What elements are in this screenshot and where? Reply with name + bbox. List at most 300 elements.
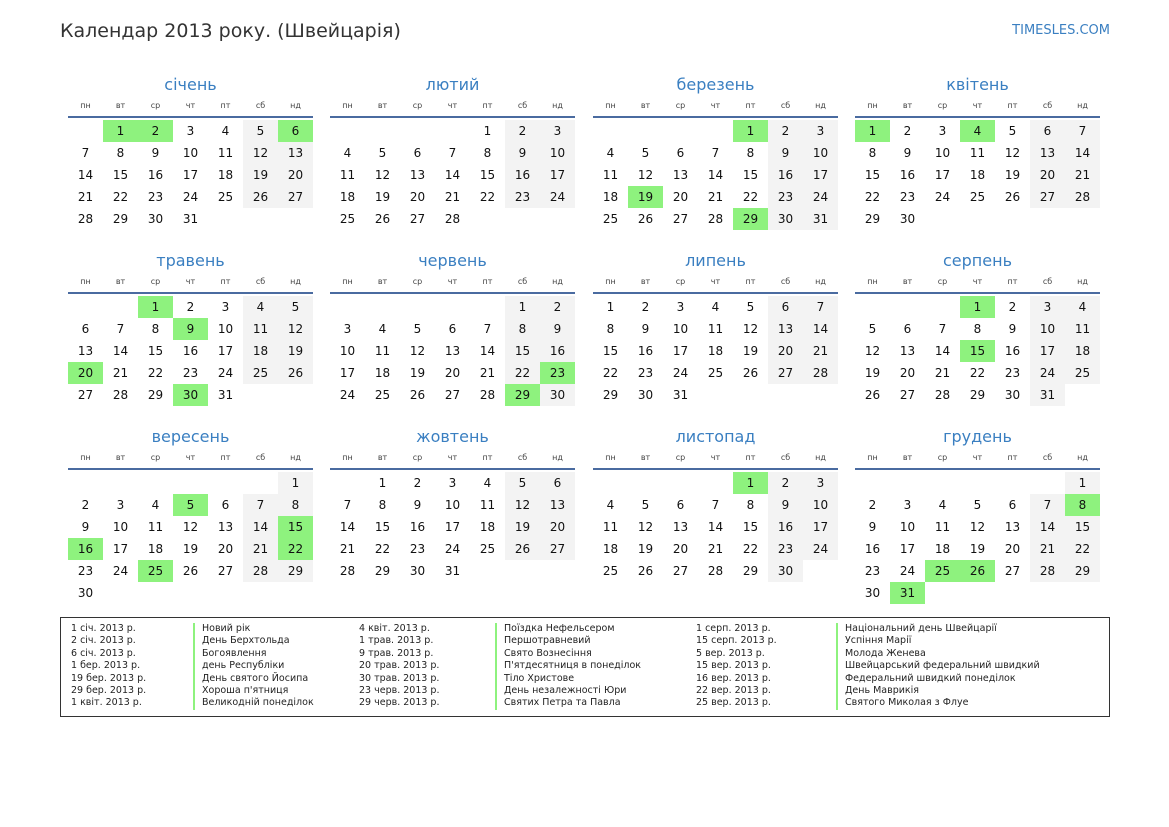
day-cell: 1 — [378, 476, 387, 490]
week-row — [68, 362, 313, 384]
week-row — [855, 538, 1100, 560]
holiday-name: Національний день Швейцарії — [845, 623, 997, 634]
month-name: лютий — [425, 75, 480, 94]
day-cell: 18 — [602, 542, 619, 556]
day-cell: 20 — [540, 516, 575, 538]
month-block — [68, 74, 313, 230]
weekday-label: ср — [675, 277, 686, 286]
empty-day-cell — [1065, 208, 1100, 230]
holiday-date: 1 бер. 2013 р. — [71, 660, 141, 672]
empty-day-cell — [330, 120, 365, 142]
day-cell: 30 — [173, 384, 208, 406]
weekday-label: вт — [115, 101, 126, 110]
week-row — [593, 340, 838, 362]
day-cell: 29 — [147, 388, 164, 402]
day-cell: 26 — [278, 362, 313, 384]
weekday-label: чт — [447, 453, 458, 462]
day-cell: 7 — [711, 146, 720, 160]
day-cell: 17 — [803, 516, 838, 538]
day-cell: 16 — [409, 520, 426, 534]
day-cell: 23 — [637, 366, 654, 380]
empty-day-cell — [103, 472, 138, 494]
empty-day-cell — [698, 120, 733, 142]
weekday-label: пт — [1007, 277, 1018, 286]
day-cell: 11 — [147, 520, 164, 534]
empty-day-cell — [925, 296, 960, 318]
site-link[interactable]: TIMESLES.COM — [1012, 23, 1110, 38]
empty-day-cell — [505, 560, 540, 582]
day-cell: 23 — [768, 538, 803, 560]
holiday-name: Тіло Христове — [504, 672, 575, 684]
day-cell: 26 — [505, 538, 540, 560]
week-row — [330, 538, 575, 560]
day-cell: 5 — [973, 498, 982, 512]
empty-day-cell — [995, 472, 1030, 494]
empty-day-cell — [365, 120, 400, 142]
day-cell: 18 — [479, 520, 496, 534]
day-cell: 10 — [339, 344, 356, 358]
day-cell: 1 — [138, 296, 173, 318]
day-cell: 22 — [505, 362, 540, 384]
day-cell: 29 — [278, 560, 313, 582]
day-cell: 5 — [1008, 124, 1017, 138]
day-cell: 11 — [217, 146, 234, 160]
day-cell: 6 — [81, 322, 90, 336]
weekday-label: вт — [640, 277, 651, 286]
day-cell: 26 — [864, 388, 881, 402]
week-row — [593, 362, 838, 384]
day-cell: 26 — [1004, 190, 1021, 204]
day-cell: 18 — [243, 340, 278, 362]
day-cell: 23 — [768, 186, 803, 208]
week-row — [68, 340, 313, 362]
month-block — [330, 426, 575, 582]
week-row — [330, 120, 575, 142]
empty-day-cell — [1065, 582, 1100, 604]
day-cell: 8 — [378, 498, 387, 512]
day-cell: 27 — [1030, 186, 1065, 208]
month-name: серпень — [943, 251, 1012, 270]
weekday-label: сб — [780, 277, 791, 286]
day-cell: 6 — [278, 120, 313, 142]
weekday-label: вт — [902, 101, 913, 110]
day-cell: 17 — [672, 344, 689, 358]
day-cell: 9 — [903, 146, 912, 160]
day-cell: 7 — [343, 498, 352, 512]
day-cell: 15 — [960, 340, 995, 362]
day-cell: 6 — [1008, 498, 1017, 512]
day-cell: 24 — [1030, 362, 1065, 384]
day-cell: 1 — [606, 300, 615, 314]
week-row — [68, 318, 313, 340]
holiday-name-column — [836, 623, 1040, 710]
weekday-label: чт — [185, 453, 196, 462]
weekday-header — [330, 451, 575, 465]
empty-day-cell — [208, 208, 243, 230]
holiday-name: Успіння Марії — [845, 635, 912, 647]
empty-day-cell — [663, 472, 698, 494]
day-cell: 24 — [182, 190, 199, 204]
day-cell: 8 — [116, 146, 125, 160]
week-row — [593, 186, 838, 208]
month-block — [855, 74, 1100, 230]
week-row — [68, 120, 313, 142]
empty-day-cell — [173, 472, 208, 494]
day-cell: 11 — [707, 322, 724, 336]
day-cell: 10 — [672, 322, 689, 336]
holiday-date: 5 вер. 2013 р. — [696, 647, 765, 659]
day-cell: 9 — [173, 318, 208, 340]
day-cell: 21 — [77, 190, 94, 204]
holiday-name: Богоявлення — [202, 647, 267, 659]
day-cell: 19 — [637, 542, 654, 556]
weekday-label: пт — [220, 101, 231, 110]
day-cell: 31 — [890, 582, 925, 604]
weekday-header — [593, 275, 838, 289]
empty-day-cell — [593, 472, 628, 494]
holiday-date: 4 квіт. 2013 р. — [359, 623, 430, 634]
day-cell: 5 — [746, 300, 755, 314]
day-cell: 26 — [374, 212, 391, 226]
day-cell: 10 — [217, 322, 234, 336]
empty-day-cell — [68, 472, 103, 494]
day-cell: 21 — [707, 542, 724, 556]
day-cell: 4 — [960, 120, 995, 142]
weekday-header — [68, 451, 313, 465]
week-row — [855, 384, 1100, 406]
empty-day-cell — [925, 582, 960, 604]
day-cell: 3 — [221, 300, 230, 314]
week-row — [855, 362, 1100, 384]
holiday-name: Святого Миколая з Флуе — [845, 697, 969, 709]
day-cell: 11 — [339, 168, 356, 182]
day-cell: 25 — [602, 564, 619, 578]
day-cell: 3 — [448, 476, 457, 490]
empty-day-cell — [890, 296, 925, 318]
empty-day-cell — [803, 384, 838, 406]
holiday-date: 25 вер. 2013 р. — [696, 697, 771, 709]
day-cell: 2 — [868, 498, 877, 512]
day-cell: 26 — [182, 564, 199, 578]
day-cell: 12 — [742, 322, 759, 336]
weekday-label: вт — [115, 453, 126, 462]
week-row — [593, 516, 838, 538]
day-cell: 22 — [864, 190, 881, 204]
day-cell: 22 — [278, 538, 313, 560]
empty-day-cell — [400, 120, 435, 142]
day-cell: 26 — [409, 388, 426, 402]
month-name: травень — [156, 251, 225, 270]
day-cell: 28 — [479, 388, 496, 402]
day-cell: 28 — [934, 388, 951, 402]
empty-day-cell — [505, 208, 540, 230]
weekday-label: пн — [80, 453, 91, 462]
day-cell: 12 — [182, 520, 199, 534]
day-cell: 6 — [903, 322, 912, 336]
weekday-label: вт — [640, 101, 651, 110]
weekday-label: пт — [482, 277, 493, 286]
empty-day-cell — [995, 582, 1030, 604]
empty-day-cell — [1065, 384, 1100, 406]
month-block — [593, 74, 838, 230]
day-cell: 26 — [960, 560, 995, 582]
month-rule — [855, 468, 1100, 470]
day-cell: 2 — [505, 120, 540, 142]
day-cell: 13 — [899, 344, 916, 358]
day-cell: 17 — [899, 542, 916, 556]
day-cell: 27 — [540, 538, 575, 560]
day-cell: 15 — [479, 168, 496, 182]
weekday-label: нд — [815, 453, 826, 462]
day-cell: 12 — [969, 520, 986, 534]
day-cell: 9 — [540, 318, 575, 340]
empty-day-cell — [1030, 208, 1065, 230]
day-cell: 24 — [803, 186, 838, 208]
day-cell: 1 — [1065, 472, 1100, 494]
week-row — [593, 494, 838, 516]
day-cell: 6 — [413, 146, 422, 160]
day-cell: 22 — [742, 542, 759, 556]
weekday-label: пн — [605, 101, 616, 110]
week-row — [330, 494, 575, 516]
week-row — [855, 340, 1100, 362]
week-row — [68, 186, 313, 208]
day-cell: 15 — [374, 520, 391, 534]
day-cell: 24 — [112, 564, 129, 578]
day-cell: 13 — [768, 318, 803, 340]
day-cell: 25 — [374, 388, 391, 402]
day-cell: 14 — [707, 520, 724, 534]
day-cell: 5 — [173, 494, 208, 516]
week-row — [68, 296, 313, 318]
weekday-label: пт — [220, 277, 231, 286]
day-cell: 8 — [868, 146, 877, 160]
holiday-name-column — [495, 623, 641, 710]
day-cell: 4 — [243, 296, 278, 318]
day-cell: 1 — [103, 120, 138, 142]
day-cell: 27 — [77, 388, 94, 402]
day-cell: 2 — [768, 120, 803, 142]
month-name: червень — [418, 251, 487, 270]
day-cell: 5 — [641, 498, 650, 512]
day-cell: 24 — [672, 366, 689, 380]
month-rule — [855, 116, 1100, 118]
day-cell: 15 — [864, 168, 881, 182]
day-cell: 28 — [243, 560, 278, 582]
week-row — [593, 318, 838, 340]
week-row — [68, 142, 313, 164]
day-cell: 1 — [483, 124, 492, 138]
day-cell: 4 — [343, 146, 352, 160]
weekday-label: ср — [150, 277, 161, 286]
weekday-label: нд — [552, 277, 563, 286]
weekday-label: сб — [1042, 101, 1053, 110]
weekday-label: нд — [290, 453, 301, 462]
day-cell: 10 — [803, 142, 838, 164]
empty-day-cell — [243, 208, 278, 230]
day-cell: 6 — [221, 498, 230, 512]
day-cell: 28 — [444, 212, 461, 226]
day-cell: 25 — [217, 190, 234, 204]
day-cell: 14 — [1030, 516, 1065, 538]
day-cell: 27 — [278, 186, 313, 208]
day-cell: 14 — [479, 344, 496, 358]
weekday-label: пт — [220, 453, 231, 462]
weekday-label: ср — [150, 101, 161, 110]
day-cell: 8 — [483, 146, 492, 160]
day-cell: 18 — [602, 190, 619, 204]
day-cell: 22 — [479, 190, 496, 204]
weekday-label: пн — [342, 101, 353, 110]
holiday-name: Молода Женева — [845, 647, 926, 659]
day-cell: 23 — [77, 564, 94, 578]
day-cell: 24 — [803, 538, 838, 560]
day-cell: 28 — [112, 388, 129, 402]
week-row — [68, 582, 313, 604]
empty-day-cell — [435, 296, 470, 318]
holiday-date: 1 квіт. 2013 р. — [71, 697, 142, 709]
month-rule — [68, 292, 313, 294]
day-cell: 20 — [672, 190, 689, 204]
day-cell: 25 — [138, 560, 173, 582]
empty-day-cell — [995, 208, 1030, 230]
day-cell: 27 — [1004, 564, 1021, 578]
day-cell: 6 — [1030, 120, 1065, 142]
day-cell: 14 — [1065, 142, 1100, 164]
empty-day-cell — [855, 296, 890, 318]
weekday-label: вт — [902, 453, 913, 462]
day-cell: 20 — [217, 542, 234, 556]
weekday-label: пт — [1007, 101, 1018, 110]
day-cell: 25 — [969, 190, 986, 204]
day-cell: 7 — [116, 322, 125, 336]
day-cell: 11 — [602, 520, 619, 534]
month-name: липень — [685, 251, 746, 270]
holiday-date-column — [71, 623, 146, 710]
day-cell: 6 — [768, 296, 803, 318]
week-row — [855, 164, 1100, 186]
empty-day-cell — [138, 472, 173, 494]
empty-day-cell — [400, 296, 435, 318]
day-cell: 15 — [278, 516, 313, 538]
day-cell: 22 — [374, 542, 391, 556]
day-cell: 23 — [899, 190, 916, 204]
day-cell: 12 — [243, 142, 278, 164]
day-cell: 3 — [343, 322, 352, 336]
month-name: грудень — [943, 427, 1012, 446]
day-cell: 13 — [77, 344, 94, 358]
weekday-label: пт — [1007, 453, 1018, 462]
empty-day-cell — [103, 582, 138, 604]
day-cell: 7 — [711, 498, 720, 512]
day-cell: 7 — [243, 494, 278, 516]
weekday-label: вт — [902, 277, 913, 286]
holiday-name: Новий рік — [202, 623, 251, 634]
day-cell: 7 — [803, 296, 838, 318]
empty-day-cell — [243, 472, 278, 494]
weekday-label: чт — [972, 453, 983, 462]
weekday-label: сб — [255, 453, 266, 462]
day-cell: 30 — [409, 564, 426, 578]
day-cell: 4 — [606, 498, 615, 512]
day-cell: 27 — [899, 388, 916, 402]
day-cell: 1 — [733, 120, 768, 142]
day-cell: 29 — [864, 212, 881, 226]
weekday-header — [855, 99, 1100, 113]
day-cell: 19 — [409, 366, 426, 380]
weekday-label: пн — [342, 277, 353, 286]
empty-day-cell — [540, 208, 575, 230]
day-cell: 16 — [768, 164, 803, 186]
holiday-list — [60, 617, 1110, 717]
day-cell: 27 — [672, 564, 689, 578]
weekday-label: пн — [80, 277, 91, 286]
weekday-label: чт — [447, 101, 458, 110]
holiday-name: Великодній понеділок — [202, 697, 314, 709]
day-cell: 25 — [339, 212, 356, 226]
day-cell: 21 — [444, 190, 461, 204]
day-cell: 5 — [278, 296, 313, 318]
holiday-date: 29 бер. 2013 р. — [71, 685, 147, 697]
day-cell: 7 — [483, 322, 492, 336]
weekday-label: пт — [482, 101, 493, 110]
day-cell: 4 — [606, 146, 615, 160]
holiday-name: День святого Йосипа — [202, 672, 309, 684]
day-cell: 16 — [637, 344, 654, 358]
day-cell: 15 — [602, 344, 619, 358]
weekday-header — [68, 99, 313, 113]
empty-day-cell — [768, 384, 803, 406]
week-row — [330, 208, 575, 230]
day-cell: 8 — [746, 498, 755, 512]
day-cell: 14 — [803, 318, 838, 340]
weekday-label: чт — [972, 101, 983, 110]
month-rule — [68, 116, 313, 118]
day-cell: 15 — [505, 340, 540, 362]
weekday-label: нд — [552, 453, 563, 462]
week-row — [855, 318, 1100, 340]
week-row — [330, 560, 575, 582]
weekday-label: ср — [675, 453, 686, 462]
empty-day-cell — [628, 472, 663, 494]
month-rule — [855, 292, 1100, 294]
empty-day-cell — [330, 472, 365, 494]
day-cell: 14 — [707, 168, 724, 182]
day-cell: 30 — [864, 586, 881, 600]
day-cell: 18 — [217, 168, 234, 182]
day-cell: 29 — [1065, 560, 1100, 582]
day-cell: 8 — [505, 318, 540, 340]
month-rule — [330, 292, 575, 294]
holiday-date: 1 серп. 2013 р. — [696, 623, 771, 634]
day-cell: 27 — [672, 212, 689, 226]
day-cell: 15 — [742, 168, 759, 182]
week-row — [593, 120, 838, 142]
holiday-date: 15 серп. 2013 р. — [696, 635, 777, 647]
week-row — [593, 208, 838, 230]
empty-day-cell — [733, 384, 768, 406]
weekday-label: вт — [377, 453, 388, 462]
month-name: квітень — [946, 75, 1009, 94]
holiday-date: 22 вер. 2013 р. — [696, 685, 771, 697]
weekday-label: вт — [377, 277, 388, 286]
day-cell: 3 — [1030, 296, 1065, 318]
holiday-name: День незалежності Юри — [504, 685, 627, 697]
weekday-label: ср — [675, 101, 686, 110]
day-cell: 12 — [637, 520, 654, 534]
holiday-name: Свято Вознесіння — [504, 647, 592, 659]
day-cell: 2 — [186, 300, 195, 314]
